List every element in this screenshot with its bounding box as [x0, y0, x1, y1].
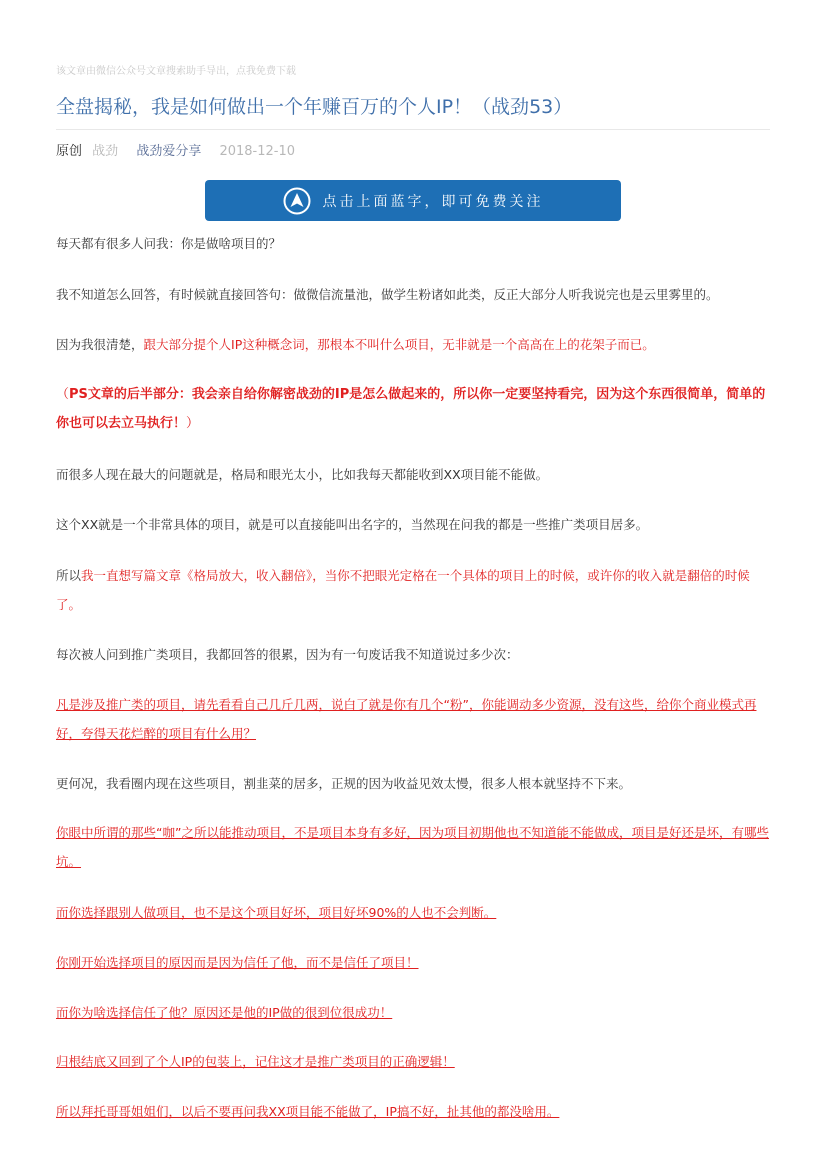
paragraph-16: 所以拜托哥哥姐姐们，以后不要再问我XX项目能不能做了，IP搞不好，扯其他的都没啥用。 — [56, 1104, 560, 1119]
paragraph-14: 而你为啥选择信任了他？原因还是他的IP做的很到位很成功！ — [56, 1005, 393, 1020]
original-tag: 原创 — [56, 144, 83, 159]
paragraph-7-highlight: 我一直想写篇文章《格局放大，收入翻倍》，当你不把眼光定格在一个具体的项目上的时候，或许你的收入就是翻倍的时候了。 — [56, 568, 750, 612]
publish-date: 2018-12-10 — [219, 144, 296, 159]
paragraph-3 — [56, 330, 770, 359]
paragraph-4-highlight: PS文章的后半部分：我会亲自给你解密战劲的IP是怎么做起来的，所以你一定要坚持看完，因为这个东西很简单，简单的你也可以去立马执行！ — [56, 387, 766, 431]
navigation-arrow-icon — [283, 187, 311, 215]
paragraph-7-lead: 所以 — [56, 568, 82, 583]
follow-banner-text: 点击上面蓝字，即可免费关注 — [322, 193, 544, 210]
paragraph-8: 每次被人问到推广类项目，我都回答的很累，因为有一句废话我不知道说过多少次： — [56, 647, 519, 662]
author-name: 战劲 — [92, 144, 119, 159]
article-title: 全盘揭秘，我是如何做出一个年赚百万的个人IP！（战劲53） — [56, 92, 770, 130]
paragraph-3-highlight: 跟大部分提个人IP这种概念词，那根本不叫什么项目，无非就是一个高高在上的花架子而已。 — [143, 337, 655, 352]
article-meta — [56, 140, 295, 159]
paragraph-9: 凡是涉及推广类的项目，请先看看自己几斤几两，说白了就是你有几个“粉”，你能调动多少资源，没有这些，给你个商业模式再好，夸得天花烂醉的项目有什么用？ — [56, 697, 757, 741]
paragraph-1: 每天都有很多人问我：你是做啥项目的？ — [56, 236, 282, 251]
follow-banner[interactable] — [205, 180, 621, 221]
paragraph-7 — [56, 561, 770, 619]
account-name-link[interactable]: 战劲爱分享 — [136, 144, 202, 159]
paragraph-10: 更何况，我看圈内现在这些项目，割韭菜的居多，正规的因为收益见效太慢，很多人根本就坚持不下来。 — [56, 776, 632, 791]
paragraph-5: 而很多人现在最大的问题就是，格局和眼光太小，比如我每天都能收到XX项目能不能做。 — [56, 467, 549, 482]
export-notice-link[interactable]: 该文章由微信公众号文章搜索助手导出，点我免费下载 — [56, 66, 296, 77]
paragraph-15: 归根结底又回到了个人IP的包装上，记住这才是推广类项目的正确逻辑！ — [56, 1054, 455, 1069]
paragraph-4-close-paren: ） — [186, 416, 200, 431]
paragraph-6: 这个XX就是一个非常具体的项目，就是可以直接能叫出名字的，当然现在问我的都是一些推广类项目居多。 — [56, 517, 649, 532]
paragraph-4 — [56, 380, 770, 438]
paragraph-12: 而你选择跟别人做项目，也不是这个项目好坏，项目好坏90%的人也不会判断。 — [56, 905, 497, 920]
paragraph-13: 你刚开始选择项目的原因而是因为信任了他，而不是信任了项目！ — [56, 955, 419, 970]
paragraph-4-open-paren: （ — [56, 387, 70, 402]
paragraph-11: 你眼中所谓的那些“咖”之所以能推动项目，不是项目本身有多好，因为项目初期他也不知道能不能做成，项目是好还是坏，有哪些坑。 — [56, 825, 769, 869]
paragraph-2: 我不知道怎么回答，有时候就直接回答句：做微信流量池，做学生粉诸如此类，反正大部分人听我说完也是云里雾里的。 — [56, 287, 719, 302]
paragraph-3-lead: 因为我很清楚， — [56, 337, 144, 352]
